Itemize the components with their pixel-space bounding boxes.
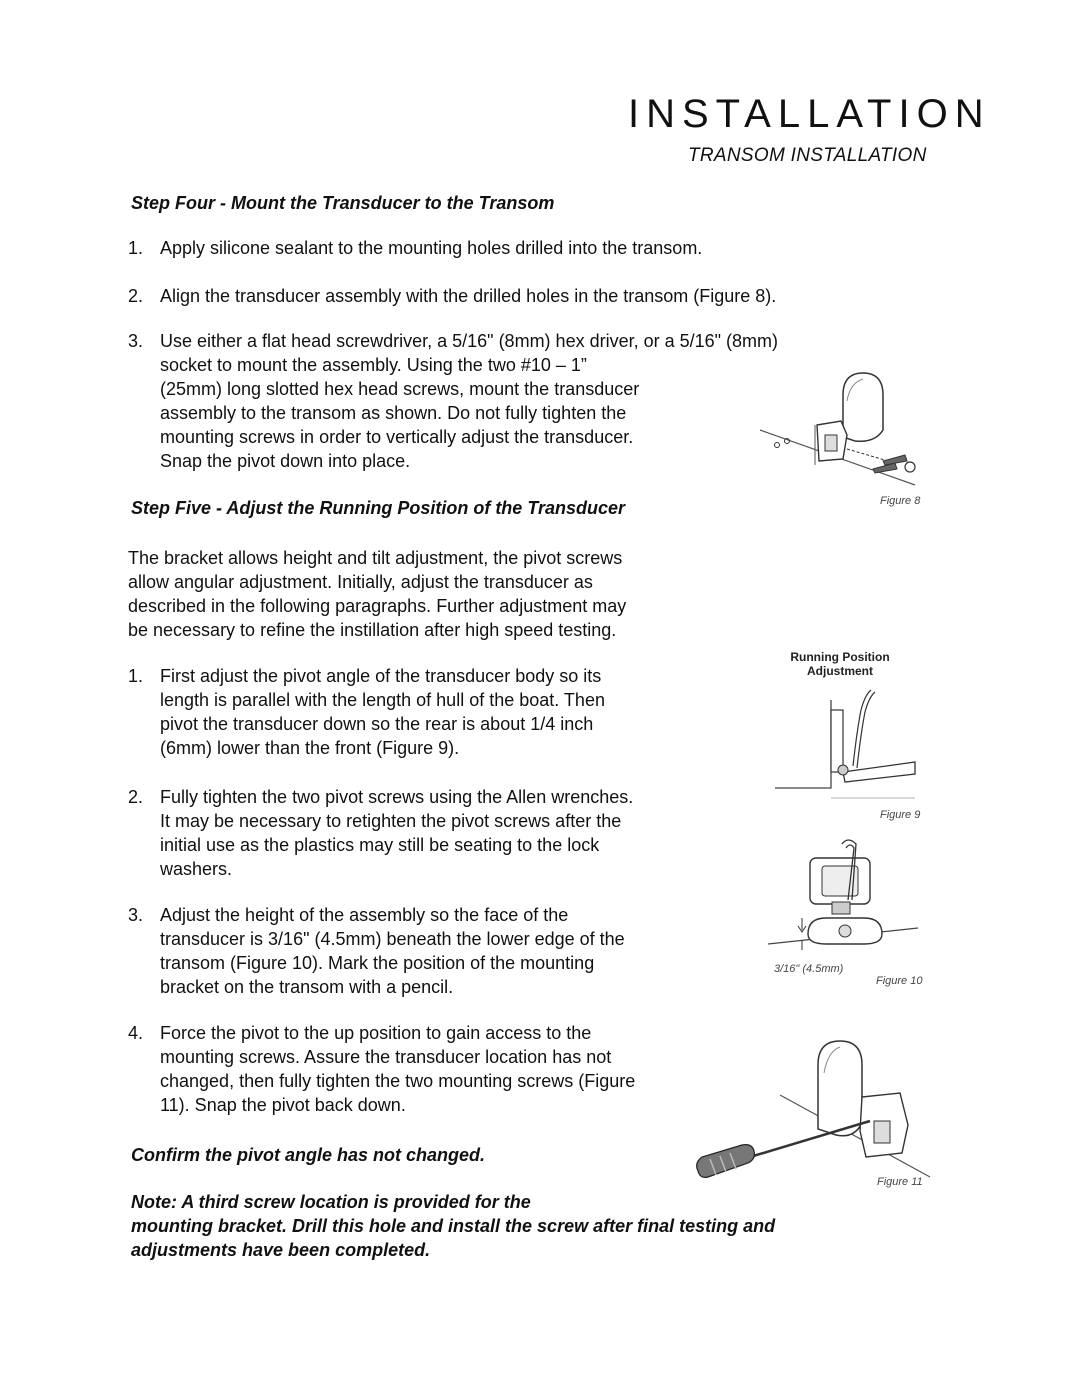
item-text: Apply silicone sealant to the mounting holes drilled into the transom. <box>160 238 703 258</box>
figure-8-illustration <box>755 365 935 495</box>
text-line: bracket on the transom with a pencil. <box>160 977 454 997</box>
text-line: 11). Snap the pivot back down. <box>160 1095 406 1115</box>
item-text <box>160 664 605 760</box>
text-line: changed, then fully tighten the two mounting screws (Figure <box>160 1071 636 1091</box>
text-line: pivot the transducer down so the rear is about 1/4 inch <box>160 714 594 734</box>
figure-9-title <box>788 650 892 678</box>
text-line: transom (Figure 10). Mark the position of the mounting <box>160 953 595 973</box>
item-number: 1. <box>128 238 144 258</box>
text-line: mounting bracket. Drill this hole and install the screw after final testing and <box>131 1216 776 1236</box>
item-text <box>160 329 778 473</box>
text-line: be necessary to refine the instillation after high speed testing. <box>128 620 617 640</box>
third-screw-note <box>131 1190 775 1262</box>
figure-11-illustration <box>690 1035 930 1180</box>
text-line: mounting screws. Assure the transducer location has not <box>160 1047 612 1067</box>
text-line: Snap the pivot down into place. <box>160 451 411 471</box>
item-number: 3. <box>128 905 144 925</box>
text-line: mounting screws in order to vertically adjust the transducer. <box>160 427 634 447</box>
item-number: 2. <box>128 787 144 807</box>
item-number: 3. <box>128 331 144 351</box>
figure-9-caption: Figure 9 <box>880 809 921 821</box>
item-text: Align the transducer assembly with the drilled holes in the transom (Figure 8). <box>160 286 777 306</box>
item-number: 4. <box>128 1023 144 1043</box>
text-line: socket to mount the assembly. Using the two #10 – 1” <box>160 355 587 375</box>
figure-10-illustration <box>768 840 918 960</box>
item-text <box>160 903 625 999</box>
text-line: length is parallel with the length of hull of the boat. Then <box>160 690 605 710</box>
text-line: (6mm) lower than the front (Figure 9). <box>160 738 460 758</box>
text-line: Adjustment <box>807 664 873 678</box>
step-five-item-1 <box>128 664 708 764</box>
figure-10-caption: Figure 10 <box>876 975 923 987</box>
text-line: adjustments have been completed. <box>131 1240 431 1260</box>
figure-9-illustration <box>775 690 925 805</box>
text-line: initial use as the plastics may still be seating to the lock <box>160 835 600 855</box>
text-line: washers. <box>160 859 233 879</box>
page-title: INSTALLATION <box>628 92 991 136</box>
step-five-item-3 <box>128 903 708 1003</box>
text-line: Adjust the height of the assembly so the face of the <box>160 905 569 925</box>
figure-8-caption: Figure 8 <box>880 495 921 507</box>
figure-10-dimension-label: 3/16" (4.5mm) <box>774 963 844 975</box>
step-five-intro <box>128 546 708 642</box>
item-text <box>160 1021 635 1117</box>
text-line: Note: A third screw location is provided for the <box>131 1192 531 1212</box>
confirm-note: Confirm the pivot angle has not changed. <box>131 1145 486 1165</box>
item-number: 2. <box>128 286 144 306</box>
text-line: It may be necessary to retighten the pivot screws after the <box>160 811 622 831</box>
step-five-item-4 <box>128 1021 708 1121</box>
step-five-item-2 <box>128 785 708 885</box>
text-line: First adjust the pivot angle of the transducer body so its <box>160 666 602 686</box>
step-five-heading: Step Five - Adjust the Running Position of the Transducer <box>131 498 626 518</box>
text-line: The bracket allows height and tilt adjustment, the pivot screws <box>128 548 623 568</box>
section-subtitle: TRANSOM INSTALLATION <box>688 145 927 166</box>
text-line: Use either a flat head screwdriver, a 5/16" (8mm) hex driver, or a 5/16" (8mm) <box>160 331 779 351</box>
item-number: 1. <box>128 666 144 686</box>
text-line: assembly to the transom as shown. Do not fully tighten the <box>160 403 627 423</box>
figure-11-caption: Figure 11 <box>877 1176 923 1188</box>
text-line: Force the pivot to the up position to gain access to the <box>160 1023 592 1043</box>
step-four-heading: Step Four - Mount the Transducer to the Transom <box>131 193 555 213</box>
text-line: described in the following paragraphs. Further adjustment may <box>128 596 627 616</box>
item-text <box>160 785 633 881</box>
text-line: Fully tighten the two pivot screws using the Allen wrenches. <box>160 787 634 807</box>
text-line: allow angular adjustment. Initially, adjust the transducer as <box>128 572 593 592</box>
text-line: Running Position <box>790 650 890 664</box>
text-line: transducer is 3/16" (4.5mm) beneath the lower edge of the <box>160 929 625 949</box>
text-line: (25mm) long slotted hex head screws, mount the transducer <box>160 379 640 399</box>
